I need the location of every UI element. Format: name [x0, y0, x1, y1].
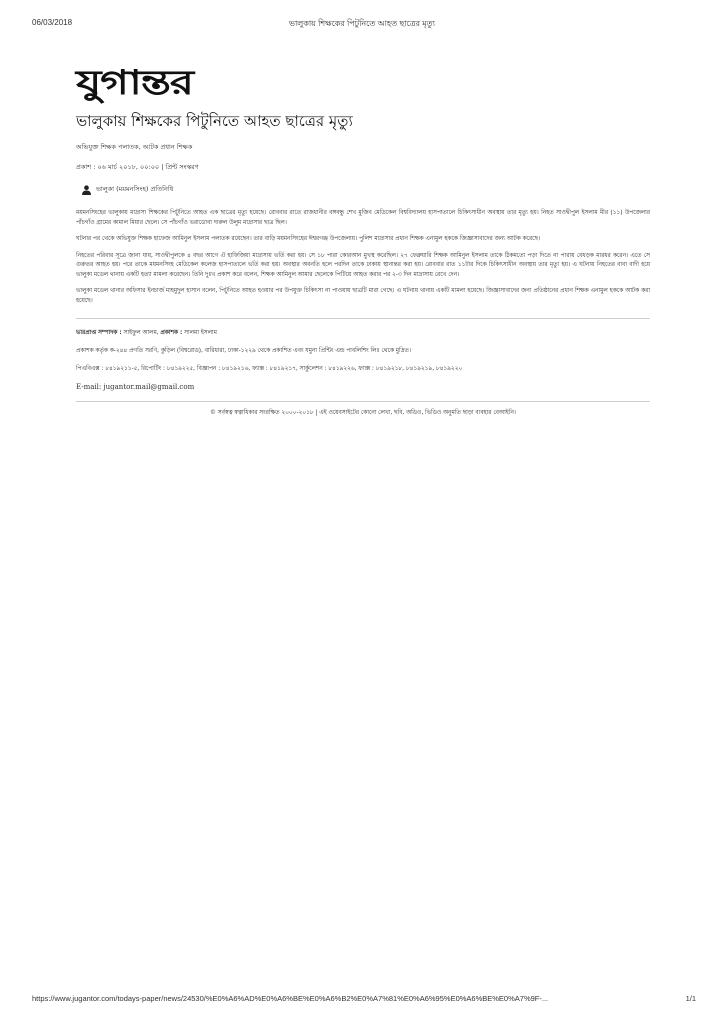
imprint [76, 329, 650, 392]
email-link[interactable]: E-mail: jugantor.mail@gmail.com [76, 383, 195, 391]
article-paragraph: ভালুকা মডেল থানার অফিসার ইনচার্জ মাহমুদুল হাসান বলেন, পিটুনিতে আহত হওয়ার পর উপযুক্ত চিকিৎসা না পাওয়ায় ছাত্রটি মারা গেছে। এ ঘটনায় থানায় একটি মামলা হয়েছে। জিজ্ঞাসাবাদের জন্য প্রতিষ্ঠানের প্রধান শিক্ষক এনামুল হককে আটক করা হয়েছে। [76, 288, 650, 304]
publish-info: প্রকাশ : ০৬ মার্চ ২০১৮, ০০:০০ | প্রিন্ট সংস্করণ [76, 163, 199, 171]
print-header [32, 18, 692, 32]
divider [76, 318, 650, 319]
print-title: ভালুকায় শিক্ষকের পিটুনিতে আহত ছাত্রের মৃত্যু [288, 19, 436, 28]
print-date: 06/03/2018 [32, 18, 73, 27]
editor-name: সাইফুল আলম, [123, 330, 159, 336]
article-page [76, 62, 650, 418]
editor-label: ভারপ্রাপ্ত সম্পাদক : [76, 330, 122, 336]
contact-phones: পিএবিএক্স : ৮৪১৯২১১-৫, রিপোর্টিং : ৮৪১৯২২৫, বিজ্ঞাপন : ৮৪১৯২১৬, ফ্যাক্স : ৮৪১৯২১৭, সার্কুলেশন : ৮৪১৯২২৬, ফ্যাক্স : ৮৪১৯২১৮, ৮৪১৯২১৯, ৮৪১৯২২০ [76, 366, 463, 372]
publisher-name: সালমা ইসলাম [184, 330, 217, 336]
user-icon [82, 185, 91, 195]
editor-line [76, 329, 650, 338]
article-paragraph: ময়মনসিংহের ভালুকায় মাদ্রাসা শিক্ষকের পিটুনিতে আহত এক ছাত্রের মৃত্যু হয়েছে। রোববার রাতে রাজধানীর বঙ্গবন্ধু শেখ মুজিব মেডিকেল বিশ্ববিদ্যালয় হাসপাতালে চিকিৎসাধীন অবস্থায় তার মৃত্যু হয়। নিহত সাওদ্বীপুল ইসলাম মীর (১১) উপজেলার পাঁচগাঁও গ্রামের কামাল মিয়ার ছেলে। সে পাঁচগাঁও ভরাডোবা দারুল উলুম মাদ্রাসার ছাত্র ছিল। [76, 210, 650, 226]
article-body [76, 209, 650, 306]
print-footer [32, 994, 696, 1006]
author-name: ভালুকা (ময়মনসিংহ) প্রতিনিধি [96, 185, 174, 193]
copyright-notice: © সর্বস্বত্ব স্বত্বাধিকার সংরক্ষিত ২০০০-২০১৮ | এই ওয়েবসাইটের কোনো লেখা, ছবি, অডিও, ভিডিও অনুমতি ছাড়া ব্যবহার বেআইনি। [210, 410, 516, 416]
author-line [76, 184, 650, 195]
divider [76, 401, 650, 402]
page-number: 1/1 [685, 994, 696, 1003]
article-paragraph: নিহতের পরিবার সূত্রে জানা যায়, সাওদ্বীপুলকে ৪ বছর আগে ঐ হাফিজিয়া মাদ্রাসায় ভর্তি করা হয়। সে ১৮ পারা কোরআন মুখস্থ করেছিল। ২৭ ফেব্রুয়ারি শিক্ষক আমিনুল ইসলাম তাকে ঠিকমতো পড়া দিতে না পারায় বেধড়ক মারধর করেন। এতে সে গুরুতর আহত হয়। পরে তাকে ময়মনসিংহ মেডিকেল কলেজ হাসপাতালে ভর্তি করা হয়। অবস্থার অবনতি হলে পরদিন তাকে ঢাকায় স্থানান্তর করা হয়। রোববার রাত ১১টার দিকে চিকিৎসাধীন অবস্থায় তার মৃত্যু হয়। এ ঘটনায় নিহতের বাবা বাদী হয়ে ভালুকা মডেল থানায় একটি হত্যা মামলা করেছেন। তিনি দুঃখ প্রকাশ করে বলেন, শিক্ষক আমিনুল আমার ছেলেকে পিটিয়ে আহত করার পর ২-৩ দিন মাদ্রাসায় রেখে দেন। [76, 252, 650, 278]
source-url[interactable]: https://www.jugantor.com/todays-paper/news/24530/%E0%A6%AD%E0%A6%BE%E0%A6%B2%E0%A7%81%E0%A6%95%E0%A6%BE%E0%A7%9F-... [32, 994, 549, 1003]
publisher-address: প্রকাশক কর্তৃক ক-২৪৪ প্রগতি সরণি, কুড়িল (বিশ্বরোড), বারিধারা, ঢাকা-১২২৯ থেকে প্রকাশিত এবং যমুনা প্রিন্টিং এন্ড পাবলিশিং লিঃ থেকে মুদ্রিত। [76, 348, 411, 354]
article-paragraph: ঘটনার পর থেকে অভিযুক্ত শিক্ষক হাফেজ আমিনুল ইসলাম পলাতক রয়েছেন। তার বাড়ি ময়মনসিংহের ঈশ্বরগঞ্জ উপজেলায়। পুলিশ মাদ্রাসার প্রধান শিক্ষক এনামুল হককে জিজ্ঞাসাবাদের জন্য আটক করেছে। [76, 236, 541, 242]
publisher-label: প্রকাশক : [160, 330, 183, 336]
article-subhead: অভিযুক্ত শিক্ষক পলাতক, আটক প্রধান শিক্ষক [76, 143, 193, 151]
article-headline: ভালুকায় শিক্ষকের পিটুনিতে আহত ছাত্রের মৃত্যু [76, 112, 353, 130]
newspaper-logo[interactable]: যুগান্তর [76, 63, 193, 103]
